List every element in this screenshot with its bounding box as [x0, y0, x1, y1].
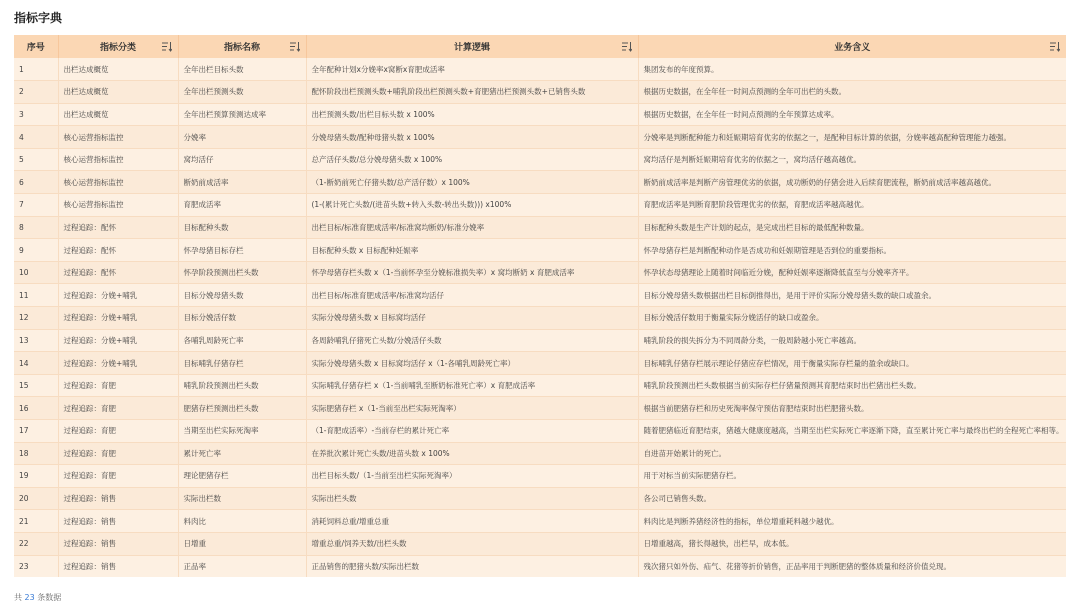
- table-row[interactable]: [14, 465, 1066, 488]
- cell-category: 核心运营指标监控: [58, 194, 178, 217]
- table-row[interactable]: [14, 171, 1066, 194]
- table-footer: [14, 592, 61, 603]
- cell-name: 肥猪存栏预测出栏头数: [178, 397, 306, 420]
- cell-category: 过程追踪：分娩+哺乳: [58, 329, 178, 352]
- cell-name: 怀孕阶段预测出栏头数: [178, 261, 306, 284]
- table-row[interactable]: [14, 374, 1066, 397]
- cell-name: 累计死亡率: [178, 442, 306, 465]
- table-row[interactable]: [14, 442, 1066, 465]
- cell-category: 过程追踪：配怀: [58, 261, 178, 284]
- cell-category: 过程追踪：育肥: [58, 465, 178, 488]
- cell-category: 过程追踪：分娩+哺乳: [58, 352, 178, 375]
- cell-meaning: 目标配种头数是生产计划的起点，是完成出栏目标的最低配种数量。: [638, 216, 1066, 239]
- table-row[interactable]: [14, 58, 1066, 81]
- cell-logic: 实际出栏头数: [306, 487, 638, 510]
- table-row[interactable]: [14, 329, 1066, 352]
- cell-index: 5: [14, 148, 58, 171]
- cell-meaning: 各公司已销售头数。: [638, 487, 1066, 510]
- cell-logic: 实际肥猪存栏 x（1-当前至出栏实际死淘率）: [306, 397, 638, 420]
- table-row[interactable]: [14, 103, 1066, 126]
- cell-logic: （1-育肥成活率）-当前存栏的累计死亡率: [306, 420, 638, 443]
- cell-category: 过程追踪：育肥: [58, 397, 178, 420]
- cell-meaning: 自进苗开始累计的死亡。: [638, 442, 1066, 465]
- cell-index: 15: [14, 374, 58, 397]
- indicator-table: [14, 35, 1066, 577]
- cell-meaning: 育肥成活率是判断育肥阶段管理优劣的依据，育肥成活率越高越优。: [638, 194, 1066, 217]
- cell-index: 9: [14, 239, 58, 262]
- cell-category: 过程追踪：分娩+哺乳: [58, 307, 178, 330]
- column-header-name[interactable]: [178, 35, 306, 58]
- cell-logic: 出栏预测头数/出栏目标头数 x 100%: [306, 103, 638, 126]
- footer-prefix: 共: [14, 593, 22, 602]
- table-row[interactable]: [14, 239, 1066, 262]
- cell-category: 过程追踪：配怀: [58, 216, 178, 239]
- cell-name: 断奶前成活率: [178, 171, 306, 194]
- column-header-category[interactable]: [58, 35, 178, 58]
- cell-name: 日增重: [178, 532, 306, 555]
- cell-logic: 出栏目标/标准育肥成活率/标准窝均断奶/标准分娩率: [306, 216, 638, 239]
- table-row[interactable]: [14, 307, 1066, 330]
- cell-name: 各哺乳周龄死亡率: [178, 329, 306, 352]
- table-header-row: [14, 35, 1066, 58]
- table-row[interactable]: [14, 81, 1066, 104]
- cell-index: 18: [14, 442, 58, 465]
- cell-meaning: 日增重越高，猪长得越快，出栏早，成本低。: [638, 532, 1066, 555]
- cell-category: 出栏达成概览: [58, 103, 178, 126]
- cell-logic: 增重总重/饲养天数/出栏头数: [306, 532, 638, 555]
- cell-index: 16: [14, 397, 58, 420]
- column-header-logic[interactable]: [306, 35, 638, 58]
- cell-category: 过程追踪：育肥: [58, 374, 178, 397]
- cell-name: 育肥成活率: [178, 194, 306, 217]
- cell-meaning: 目标分娩活仔数用于衡量实际分娩活仔的缺口或盈余。: [638, 307, 1066, 330]
- cell-logic: 在养批次累计死亡头数/进苗头数 x 100%: [306, 442, 638, 465]
- sort-filter-icon[interactable]: [1050, 41, 1060, 52]
- cell-logic: 实际分娩母猪头数 x 目标窝均活仔 x（1-各哺乳周龄死亡率）: [306, 352, 638, 375]
- column-header-label: 序号: [26, 43, 45, 53]
- cell-meaning: 哺乳阶段的损失拆分为不同周龄分类，一般周龄越小死亡率越高。: [638, 329, 1066, 352]
- cell-name: 料肉比: [178, 510, 306, 533]
- cell-index: 6: [14, 171, 58, 194]
- cell-index: 23: [14, 555, 58, 577]
- sort-filter-icon[interactable]: [162, 41, 172, 52]
- cell-index: 14: [14, 352, 58, 375]
- cell-category: 过程追踪：销售: [58, 510, 178, 533]
- cell-index: 11: [14, 284, 58, 307]
- cell-logic: 出栏目标/标准育肥成活率/标准窝均活仔: [306, 284, 638, 307]
- cell-logic: （1-断奶前死亡仔猪头数/总产活仔数）x 100%: [306, 171, 638, 194]
- table-row[interactable]: [14, 126, 1066, 149]
- cell-logic: 正品销售的肥猪头数/实际出栏数: [306, 555, 638, 577]
- column-header-index: [14, 35, 58, 58]
- table-row[interactable]: [14, 555, 1066, 577]
- cell-index: 2: [14, 81, 58, 104]
- column-header-label: 指标名称: [223, 43, 260, 53]
- cell-name: 目标配种头数: [178, 216, 306, 239]
- cell-meaning: 怀孕状态母猪理论上随着时间临近分娩，配种妊娠率逐渐降低直至与分娩率齐平。: [638, 261, 1066, 284]
- cell-name: 全年出栏目标头数: [178, 58, 306, 81]
- cell-name: 目标哺乳仔猪存栏: [178, 352, 306, 375]
- cell-index: 10: [14, 261, 58, 284]
- cell-category: 过程追踪：分娩+哺乳: [58, 284, 178, 307]
- cell-logic: 怀孕母猪存栏头数 x（1-当前怀孕至分娩标准损失率）x 窝均断奶 x 育肥成活率: [306, 261, 638, 284]
- cell-category: 过程追踪：育肥: [58, 420, 178, 443]
- cell-logic: 消耗饲料总重/增重总重: [306, 510, 638, 533]
- cell-meaning: 随着肥猪临近育肥结束，猪越大健康度越高，当期至出栏实际死亡率逐渐下降，直至累计死亡率与最终出栏的全程死亡率相等。: [638, 420, 1066, 443]
- table-row[interactable]: [14, 216, 1066, 239]
- cell-category: 过程追踪：配怀: [58, 239, 178, 262]
- cell-category: 出栏达成概览: [58, 81, 178, 104]
- cell-logic: 实际哺乳仔猪存栏 x（1-当前哺乳至断奶标准死亡率）x 育肥成活率: [306, 374, 638, 397]
- cell-category: 过程追踪：销售: [58, 555, 178, 577]
- cell-logic: 目标配种头数 x 目标配种妊娠率: [306, 239, 638, 262]
- cell-index: 3: [14, 103, 58, 126]
- table-row[interactable]: [14, 510, 1066, 533]
- cell-logic: 出栏目标头数/（1-当前至出栏实际死淘率）: [306, 465, 638, 488]
- table-row[interactable]: [14, 284, 1066, 307]
- cell-logic: 全年配种计划x分娩率x窝断x育肥成活率: [306, 58, 638, 81]
- cell-meaning: 哺乳阶段预测出栏头数根据当前实际存栏仔猪量预测其育肥结束时出栏猪出栏头数。: [638, 374, 1066, 397]
- cell-meaning: 分娩率是判断配种能力和妊娠期培育优劣的依据之一，是配种目标计算的依据，分娩率越高配种管理能力越强。: [638, 126, 1066, 149]
- column-header-label: 指标分类: [99, 43, 136, 53]
- page-title: 指标字典: [14, 11, 63, 25]
- cell-category: 核心运营指标监控: [58, 148, 178, 171]
- cell-category: 过程追踪：育肥: [58, 442, 178, 465]
- cell-category: 核心运营指标监控: [58, 171, 178, 194]
- cell-index: 17: [14, 420, 58, 443]
- cell-index: 7: [14, 194, 58, 217]
- cell-meaning: 怀孕母猪存栏是判断配种动作是否成功和妊娠期管理是否到位的重要指标。: [638, 239, 1066, 262]
- table-row[interactable]: [14, 397, 1066, 420]
- cell-index: 21: [14, 510, 58, 533]
- cell-index: 1: [14, 58, 58, 81]
- cell-category: 核心运营指标监控: [58, 126, 178, 149]
- cell-meaning: 集团发布的年度预算。: [638, 58, 1066, 81]
- table-row[interactable]: [14, 148, 1066, 171]
- column-header-meaning[interactable]: [638, 35, 1066, 58]
- cell-logic: (1-(累计死亡头数/(进苗头数+转入头数-转出头数))) x100%: [306, 194, 638, 217]
- cell-meaning: 残次猪只如外伤、疝气、花猪等折价销售，正品率用于判断肥猪的整体质量和经济价值兑现。: [638, 555, 1066, 577]
- table-row[interactable]: [14, 487, 1066, 510]
- cell-meaning: 窝均活仔是判断妊娠期培育优劣的依据之一，窝均活仔越高越优。: [638, 148, 1066, 171]
- cell-meaning: 目标分娩母猪头数根据出栏目标倒推得出，是用于评价实际分娩母猪头数的缺口或盈余。: [638, 284, 1066, 307]
- cell-logic: 配怀阶段出栏预测头数+哺乳阶段出栏预测头数+育肥猪出栏预测头数+已销售头数: [306, 81, 638, 104]
- cell-name: 当期至出栏实际死淘率: [178, 420, 306, 443]
- cell-logic: 各周龄哺乳仔猪死亡头数/分娩活仔头数: [306, 329, 638, 352]
- cell-index: 8: [14, 216, 58, 239]
- cell-index: 13: [14, 329, 58, 352]
- table-row[interactable]: [14, 261, 1066, 284]
- cell-name: 目标分娩活仔数: [178, 307, 306, 330]
- cell-index: 12: [14, 307, 58, 330]
- cell-name: 实际出栏数: [178, 487, 306, 510]
- column-header-label: 业务含义: [834, 43, 871, 53]
- table-row[interactable]: [14, 532, 1066, 555]
- cell-name: 窝均活仔: [178, 148, 306, 171]
- cell-index: 22: [14, 532, 58, 555]
- table-row[interactable]: [14, 194, 1066, 217]
- cell-name: 全年出栏预测头数: [178, 81, 306, 104]
- cell-logic: 总产活仔头数/总分娩母猪头数 x 100%: [306, 148, 638, 171]
- cell-meaning: 目标哺乳仔猪存栏展示理论仔猪应存栏情况，用于衡量实际存栏量的盈余或缺口。: [638, 352, 1066, 375]
- column-header-label: 计算逻辑: [453, 43, 490, 53]
- cell-name: 正品率: [178, 555, 306, 577]
- cell-name: 理论肥猪存栏: [178, 465, 306, 488]
- cell-meaning: 用于对标当前实际肥猪存栏。: [638, 465, 1066, 488]
- cell-name: 怀孕母猪目标存栏: [178, 239, 306, 262]
- cell-meaning: 料肉比是判断养猪经济性的指标，单位增重耗料越少越优。: [638, 510, 1066, 533]
- cell-meaning: 根据历史数据，在全年任一时间点预测的全年预算达成率。: [638, 103, 1066, 126]
- cell-logic: 分娩母猪头数/配种母猪头数 x 100%: [306, 126, 638, 149]
- record-count: 23: [24, 593, 35, 602]
- cell-name: 目标分娩母猪头数: [178, 284, 306, 307]
- table-row[interactable]: [14, 420, 1066, 443]
- sort-filter-icon[interactable]: [290, 41, 300, 52]
- cell-meaning: 断奶前成活率是判断产房管理优劣的依据，成功断奶的仔猪会进入后续育肥流程，断奶前成活率越高越优。: [638, 171, 1066, 194]
- footer-suffix: 条数据: [37, 593, 62, 602]
- cell-meaning: 根据当前肥猪存栏和历史死淘率保守预估育肥结束时出栏肥猪头数。: [638, 397, 1066, 420]
- cell-meaning: 根据历史数据，在全年任一时间点预测的全年可出栏的头数。: [638, 81, 1066, 104]
- cell-name: 哺乳阶段预测出栏头数: [178, 374, 306, 397]
- cell-category: 过程追踪：销售: [58, 532, 178, 555]
- cell-name: 全年出栏预算预测达成率: [178, 103, 306, 126]
- cell-category: 过程追踪：销售: [58, 487, 178, 510]
- cell-logic: 实际分娩母猪头数 x 目标窝均活仔: [306, 307, 638, 330]
- sort-filter-icon[interactable]: [622, 41, 632, 52]
- table-body: [14, 58, 1066, 577]
- cell-index: 4: [14, 126, 58, 149]
- cell-category: 出栏达成概览: [58, 58, 178, 81]
- cell-name: 分娩率: [178, 126, 306, 149]
- cell-index: 20: [14, 487, 58, 510]
- table-row[interactable]: [14, 352, 1066, 375]
- cell-index: 19: [14, 465, 58, 488]
